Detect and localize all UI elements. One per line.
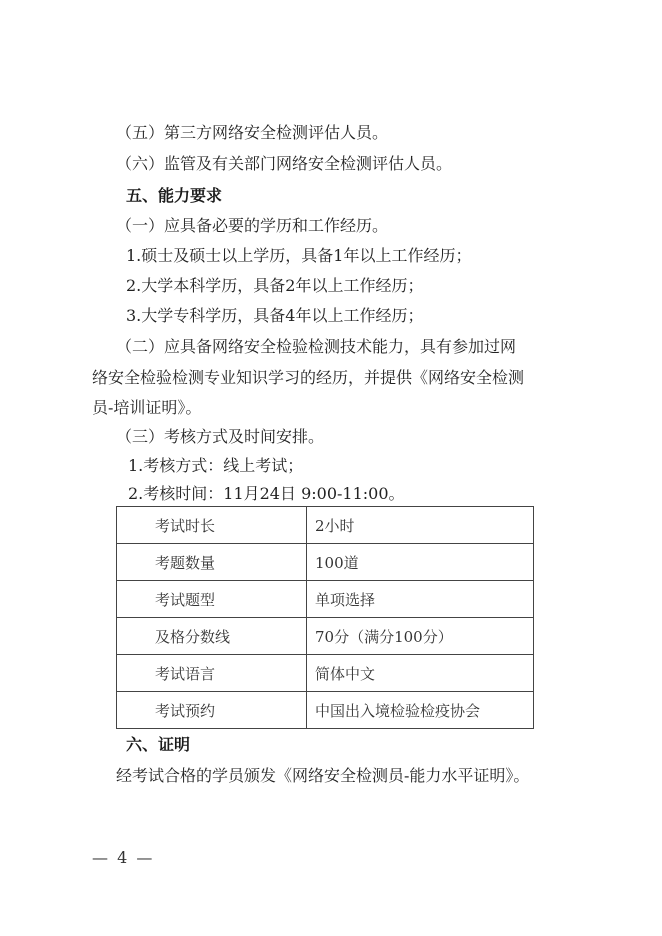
paragraph-requirement-2-line-3: 员-培训证明》。	[92, 398, 202, 417]
table-key-cell: 及格分数线	[117, 618, 307, 655]
section-heading-6: 六、证明	[126, 735, 191, 754]
page-number: — 4 —	[92, 848, 155, 867]
table-key-cell: 考题数量	[117, 544, 307, 581]
paragraph-requirement-3: （三）考核方式及时间安排。	[116, 427, 325, 446]
table-row	[117, 618, 534, 655]
table-row	[117, 655, 534, 692]
exam-info-table	[116, 506, 534, 729]
table-row	[117, 692, 534, 729]
table-value-cell: 100道	[307, 544, 534, 581]
paragraph-education-2: 2.大学本科学历，具备2年以上工作经历；	[126, 276, 424, 295]
paragraph-certificate: 经考试合格的学员颁发《网络安全检测员-能力水平证明》。	[116, 766, 530, 785]
paragraph-education-3: 3.大学专科学历，具备4年以上工作经历；	[126, 306, 424, 325]
table-value-cell: 70分（满分100分）	[307, 618, 534, 655]
paragraph-requirement-2-line-1: （二）应具备网络安全检验检测技术能力，具有参加过网	[116, 337, 517, 356]
table-value-cell: 单项选择	[307, 581, 534, 618]
table-row	[117, 544, 534, 581]
table-value-cell: 简体中文	[307, 655, 534, 692]
table-row	[117, 581, 534, 618]
table-value-cell: 中国出入境检验检疫协会	[307, 692, 534, 729]
table-key-cell: 考试预约	[117, 692, 307, 729]
paragraph-item-6: （六）监管及有关部门网络安全检测评估人员。	[116, 154, 453, 173]
table-key-cell: 考试题型	[117, 581, 307, 618]
paragraph-item-5: （五）第三方网络安全检测评估人员。	[116, 123, 389, 142]
table-key-cell: 考试时长	[117, 507, 307, 544]
section-heading-5: 五、能力要求	[126, 186, 223, 205]
paragraph-requirement-2-line-2: 络安全检验检测专业知识学习的经历，并提供《网络安全检测	[92, 368, 525, 387]
table-value-cell: 2小时	[307, 507, 534, 544]
paragraph-requirement-1: （一）应具备必要的学历和工作经历。	[116, 216, 389, 235]
table-row	[117, 507, 534, 544]
paragraph-exam-method: 1.考核方式：线上考试；	[128, 456, 304, 475]
paragraph-education-1: 1.硕士及硕士以上学历，具备1年以上工作经历；	[126, 246, 472, 265]
paragraph-exam-time: 2.考核时间：11月24日 9:00-11:00。	[128, 484, 405, 503]
table-key-cell: 考试语言	[117, 655, 307, 692]
